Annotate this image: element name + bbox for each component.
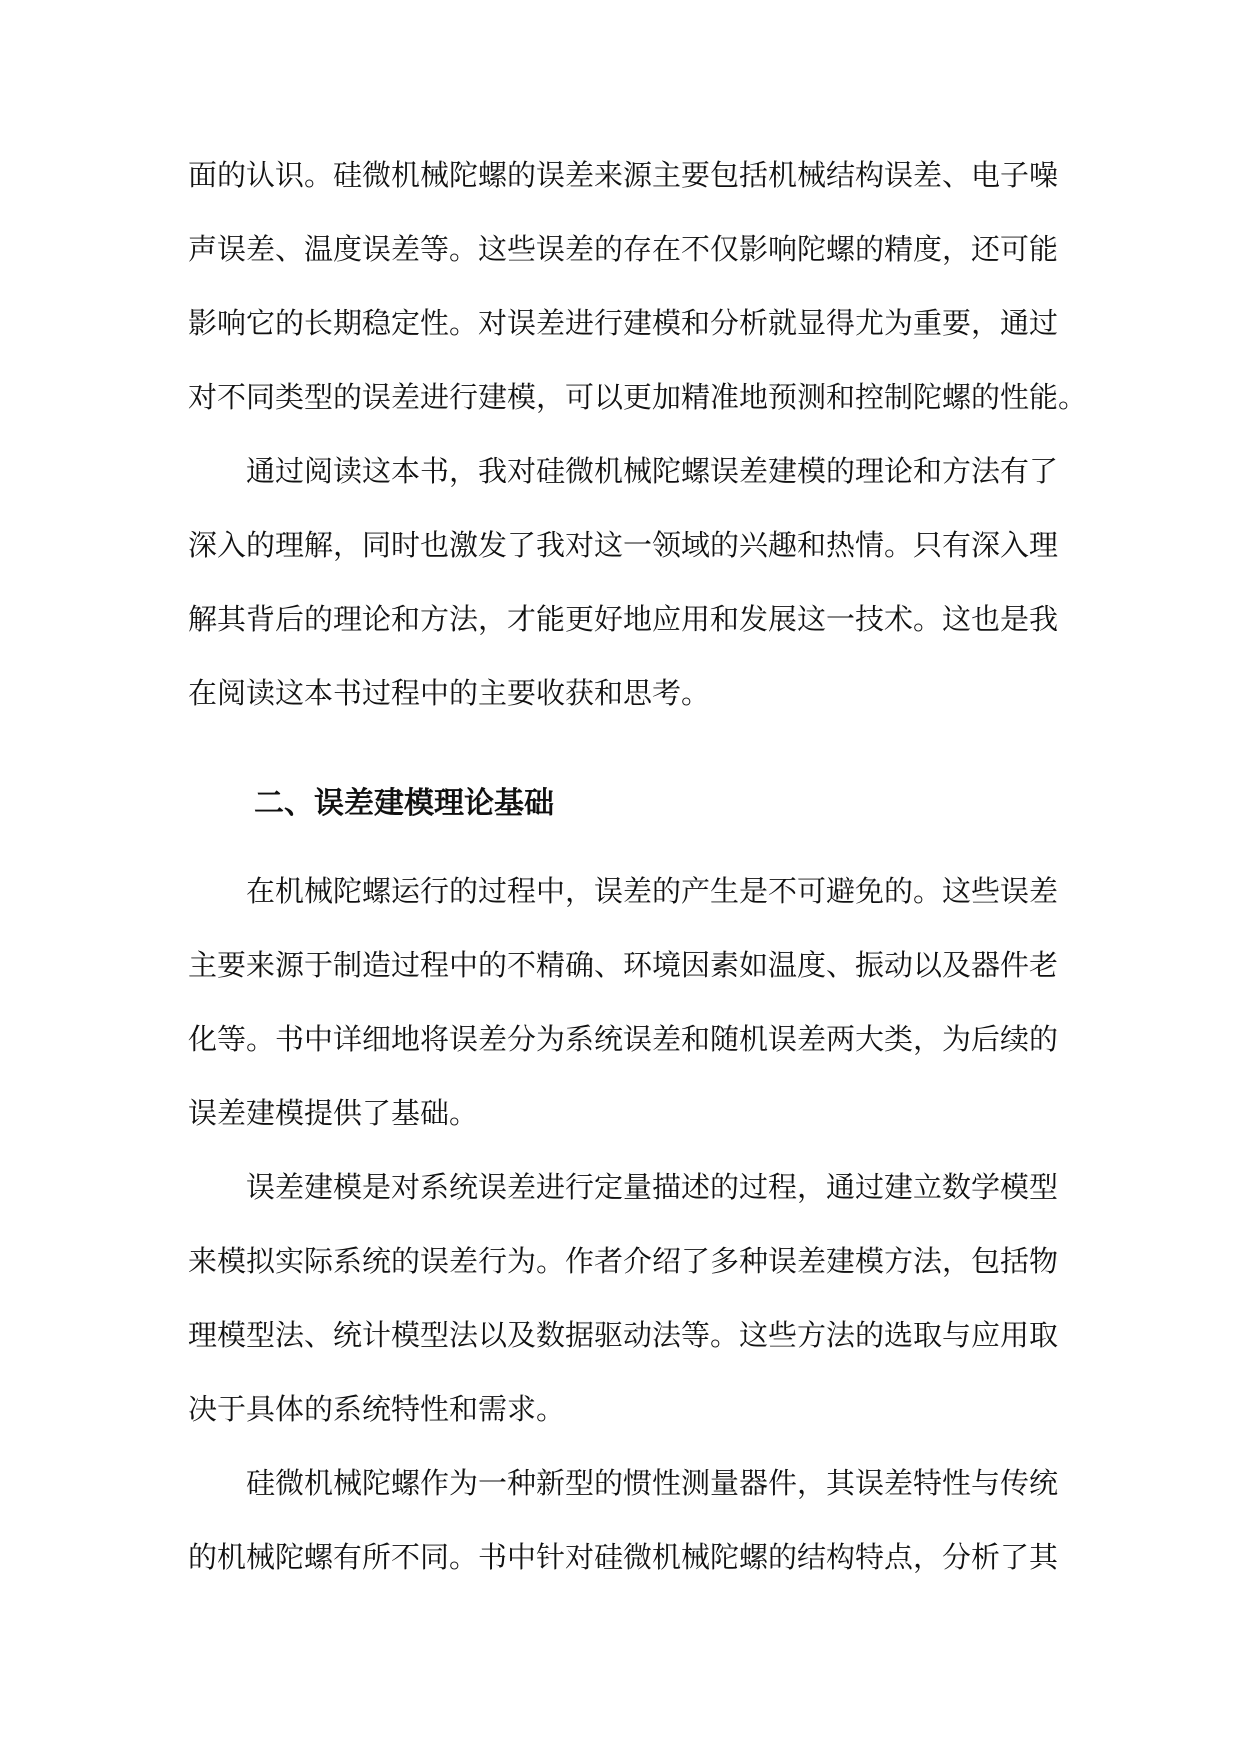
- text-line: 硅微机械陀螺作为一种新型的惯性测量器件，其误差特性与传统: [188, 1466, 1059, 1500]
- text-line: 面的认识。硅微机械陀螺的误差来源主要包括机械结构误差、电子噪: [188, 158, 1059, 192]
- text-line: 主要来源于制造过程中的不精确、环境因素如温度、振动以及器件老: [188, 948, 1059, 982]
- text-line: 化等。书中详细地将误差分为系统误差和随机误差两大类，为后续的: [188, 1022, 1059, 1056]
- text-line: 解其背后的理论和方法，才能更好地应用和发展这一技术。这也是我: [188, 602, 1059, 636]
- text-line: 理模型法、统计模型法以及数据驱动法等。这些方法的选取与应用取: [188, 1318, 1059, 1352]
- text-line: 决于具体的系统特性和需求。: [188, 1392, 566, 1426]
- text-line: 深入的理解，同时也激发了我对这一领域的兴趣和热情。只有深入理: [188, 528, 1059, 562]
- text-line: 声误差、温度误差等。这些误差的存在不仅影响陀螺的精度，还可能: [188, 232, 1059, 266]
- text-line: 在阅读这本书过程中的主要收获和思考。: [188, 676, 711, 710]
- text-line: 的机械陀螺有所不同。书中针对硅微机械陀螺的结构特点，分析了其: [188, 1540, 1059, 1574]
- text-line: 对不同类型的误差进行建模，可以更加精准地预测和控制陀螺的性能。: [188, 380, 1088, 414]
- text-line: 通过阅读这本书，我对硅微机械陀螺误差建模的理论和方法有了: [188, 454, 1059, 488]
- text-line: 影响它的长期稳定性。对误差进行建模和分析就显得尤为重要，通过: [188, 306, 1059, 340]
- text-line: 在机械陀螺运行的过程中，误差的产生是不可避免的。这些误差: [188, 874, 1059, 908]
- text-line: 误差建模提供了基础。: [188, 1096, 479, 1130]
- section-heading: 二、误差建模理论基础: [254, 786, 554, 821]
- text-line: 误差建模是对系统误差进行定量描述的过程，通过建立数学模型: [188, 1170, 1059, 1204]
- text-line: 来模拟实际系统的误差行为。作者介绍了多种误差建模方法，包括物: [188, 1244, 1059, 1278]
